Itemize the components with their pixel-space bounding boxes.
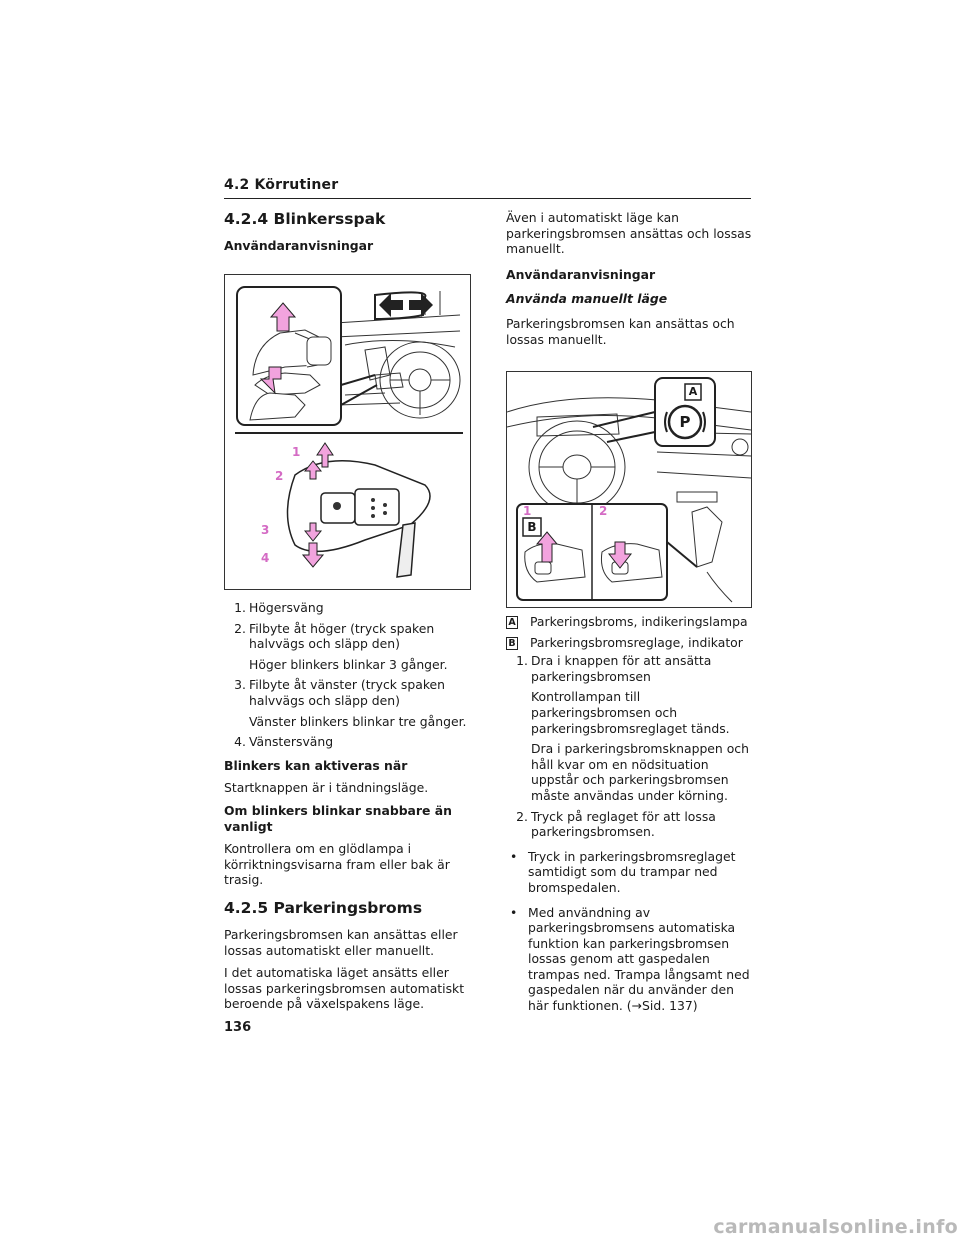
list-item xyxy=(224,600,472,616)
paragraph-parking-2: I det automatiska läget ansätts eller lossas parkeringsbromsen automatiskt beroende på växelspakens läge. xyxy=(224,965,465,1012)
list-text: Högersväng xyxy=(249,600,324,615)
list-item xyxy=(506,809,754,840)
figure1-label-4: 4 xyxy=(261,551,270,565)
heading-activate: Blinkers kan aktiveras när xyxy=(224,757,408,773)
subheading-manual-mode: Använda manuellt läge xyxy=(506,291,668,307)
paragraph-activate: Startknappen är i tändningsläge. xyxy=(224,780,429,796)
figure2-label-a: A xyxy=(688,385,698,398)
blinker-lever-illustration xyxy=(225,275,470,589)
figure1-label-1: 1 xyxy=(292,445,301,459)
list-item xyxy=(224,621,472,652)
heading-blinker: 4.2.4 Blinkersspak xyxy=(224,210,386,228)
legend-item xyxy=(506,635,754,651)
list-number: 1. xyxy=(234,600,246,615)
page-number: 136 xyxy=(224,1020,252,1035)
left-column xyxy=(224,210,472,254)
subheading-user-instructions: Användaranvisningar xyxy=(224,238,374,253)
list-text: Vänstersväng xyxy=(249,734,334,750)
heading-fast-blink: Om blinkers blinkar snabbare än vanligt xyxy=(224,802,452,834)
parking-p-symbol: P xyxy=(679,413,691,431)
figure-blinker-lever xyxy=(224,274,471,590)
left-column-body xyxy=(224,600,472,1012)
figure-parking-brake xyxy=(506,371,752,608)
right-column-body xyxy=(506,614,754,1014)
paragraph-manual: Parkeringsbromsen kan ansättas och lossas manuellt. xyxy=(506,315,735,347)
subheading-user-instructions-2: Användaranvisningar xyxy=(506,266,656,282)
bullet-marker: • xyxy=(510,904,518,920)
list-text: Dra i knappen för att ansätta parkeringsbromsen xyxy=(531,653,712,684)
bullet-item xyxy=(506,849,754,896)
list-item xyxy=(506,653,754,684)
paragraph-parking-1: Parkeringsbromsen kan ansättas eller lossas automatiskt eller manuellt. xyxy=(224,926,458,958)
list-text: Filbyte åt höger (tryck spaken halvvägs och släpp den) xyxy=(249,620,435,652)
figure2-label-2: 2 xyxy=(599,504,608,518)
list-text: Tryck på reglaget för att lossa parkeringsbromsen. xyxy=(531,808,716,840)
bullet-marker: • xyxy=(510,848,518,864)
legend-item xyxy=(506,614,754,630)
list-number: 1. xyxy=(516,653,528,669)
list-note: Dra i parkeringsbromsknappen och håll kvar om en nödsituation uppstår och parkeringsbromsen måste användas under körning. xyxy=(531,741,749,803)
figure1-label-3: 3 xyxy=(261,523,270,537)
parking-brake-illustration xyxy=(507,372,751,607)
list-item xyxy=(224,734,472,750)
list-note: Kontrollampan till parkeringsbromsen och parkeringsbromsreglaget tänds. xyxy=(531,689,730,736)
figure1-label-2: 2 xyxy=(275,469,284,483)
paragraph-fast-blink: Kontrollera om en glödlampa i körriktningsvisarna fram eller bak är trasig. xyxy=(224,841,450,888)
list-number: 3. xyxy=(234,677,246,693)
section-header: 4.2 Körrutiner xyxy=(224,177,339,193)
legend-key: A xyxy=(506,616,518,629)
bullet-text: Tryck in parkeringsbromsreglaget samtidigt som du trampar ned bromspedalen. xyxy=(528,848,736,895)
figure2-label-b: B xyxy=(527,520,537,534)
list-number: 2. xyxy=(234,620,246,636)
list-item xyxy=(224,677,472,708)
list-note: Höger blinkers blinkar 3 gånger. xyxy=(249,656,448,672)
header-divider xyxy=(224,198,751,199)
bullet-text: Med användning av parkeringsbromsens automatiska funktion kan parkeringsbromsen lossas genom att gaspedalen trampas ned. Trampa långsamt ned gaspedalen när du använder den här funktionen. (→Sid. 137) xyxy=(528,904,750,1014)
legend-text: Parkeringsbroms, indikeringslampa xyxy=(530,614,748,629)
legend-text: Parkeringsbromsreglage, indikator xyxy=(530,634,743,650)
figure2-label-1: 1 xyxy=(523,504,532,518)
list-number: 2. xyxy=(516,808,528,824)
list-number: 4. xyxy=(234,734,246,750)
list-note: Vänster blinkers blinkar tre gånger. xyxy=(249,713,467,729)
list-text: Filbyte åt vänster (tryck spaken halvvägs och släpp den) xyxy=(249,677,446,708)
paragraph-intro: Även i automatiskt läge kan parkeringsbromsen ansättas och lossas manuellt. xyxy=(506,210,752,257)
watermark: carmanualsonline.info xyxy=(713,1216,958,1238)
right-column xyxy=(506,210,754,347)
legend-key: B xyxy=(506,637,518,650)
heading-parking-brake: 4.2.5 Parkeringsbroms xyxy=(224,898,423,917)
bullet-item xyxy=(506,905,754,1014)
